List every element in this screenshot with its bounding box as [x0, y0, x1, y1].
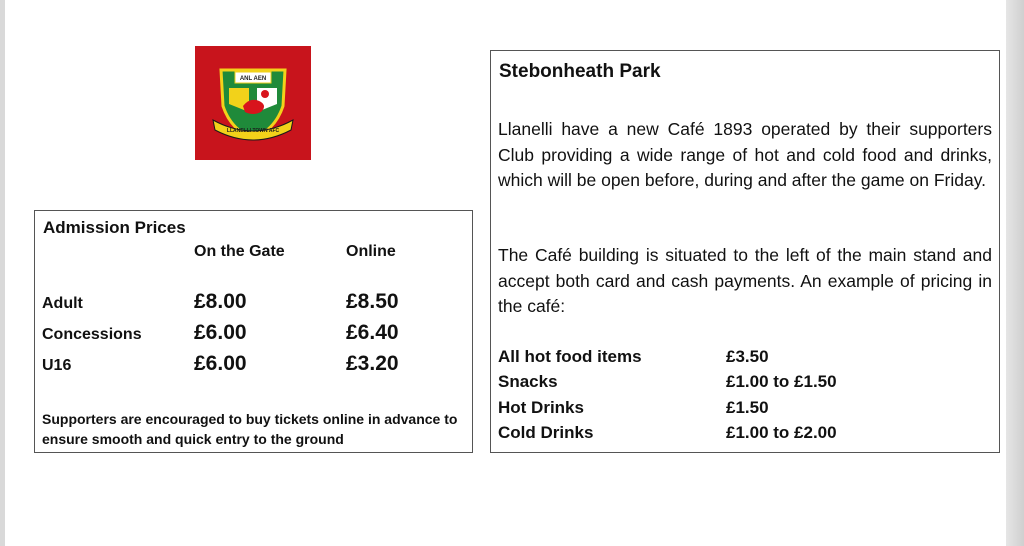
- admission-title: Admission Prices: [43, 218, 186, 237]
- crest-ribbon-text: LLANELLI TOWN AFC: [226, 128, 280, 134]
- page-left-edge: [0, 0, 5, 546]
- crest-top-text: ANL AEN: [239, 76, 267, 82]
- cafe-intro-paragraph: Llanelli have a new Café 1893 operated by their supporters Club providing a wide range of hot and cold food and drinks, which will be open before, during and after the game on Friday.: [498, 119, 992, 190]
- menu-price-hot-food: £3.50: [726, 347, 769, 366]
- menu-price-cold-drinks: £1.00 to £2.00: [726, 423, 837, 442]
- column-header-online: Online: [346, 243, 396, 260]
- row-label-concessions: Concessions: [42, 326, 142, 343]
- llanelli-crest-icon: [195, 46, 311, 160]
- page-right-edge: [1006, 0, 1024, 546]
- price-adult-online: £8.50: [346, 290, 399, 313]
- menu-item-snacks: Snacks: [498, 372, 558, 391]
- menu-price-snacks: £1.00 to £1.50: [726, 372, 837, 391]
- stebonheath-title: Stebonheath Park: [499, 61, 661, 82]
- price-concessions-gate: £6.00: [194, 321, 247, 344]
- price-u16-online: £3.20: [346, 352, 399, 375]
- menu-item-hot-drinks: Hot Drinks: [498, 398, 584, 417]
- menu-price-hot-drinks: £1.50: [726, 398, 769, 417]
- menu-item-hot-food: All hot food items: [498, 347, 642, 366]
- price-concessions-online: £6.40: [346, 321, 399, 344]
- admission-note: Supporters are encouraged to buy tickets online in advance to ensure smooth and quick entry to the ground: [42, 411, 458, 447]
- menu-item-cold-drinks: Cold Drinks: [498, 423, 594, 442]
- club-logo: [195, 46, 311, 160]
- price-adult-gate: £8.00: [194, 290, 247, 313]
- row-label-u16: U16: [42, 357, 72, 374]
- stebonheath-park-box: [490, 50, 1000, 453]
- row-label-adult: Adult: [42, 295, 83, 312]
- price-u16-gate: £6.00: [194, 352, 247, 375]
- column-header-gate: On the Gate: [194, 243, 285, 260]
- admission-prices-box: [34, 210, 473, 453]
- cafe-location-paragraph: The Café building is situated to the left of the main stand and accept both card and cash payments. An example of pricing in the café:: [498, 245, 992, 316]
